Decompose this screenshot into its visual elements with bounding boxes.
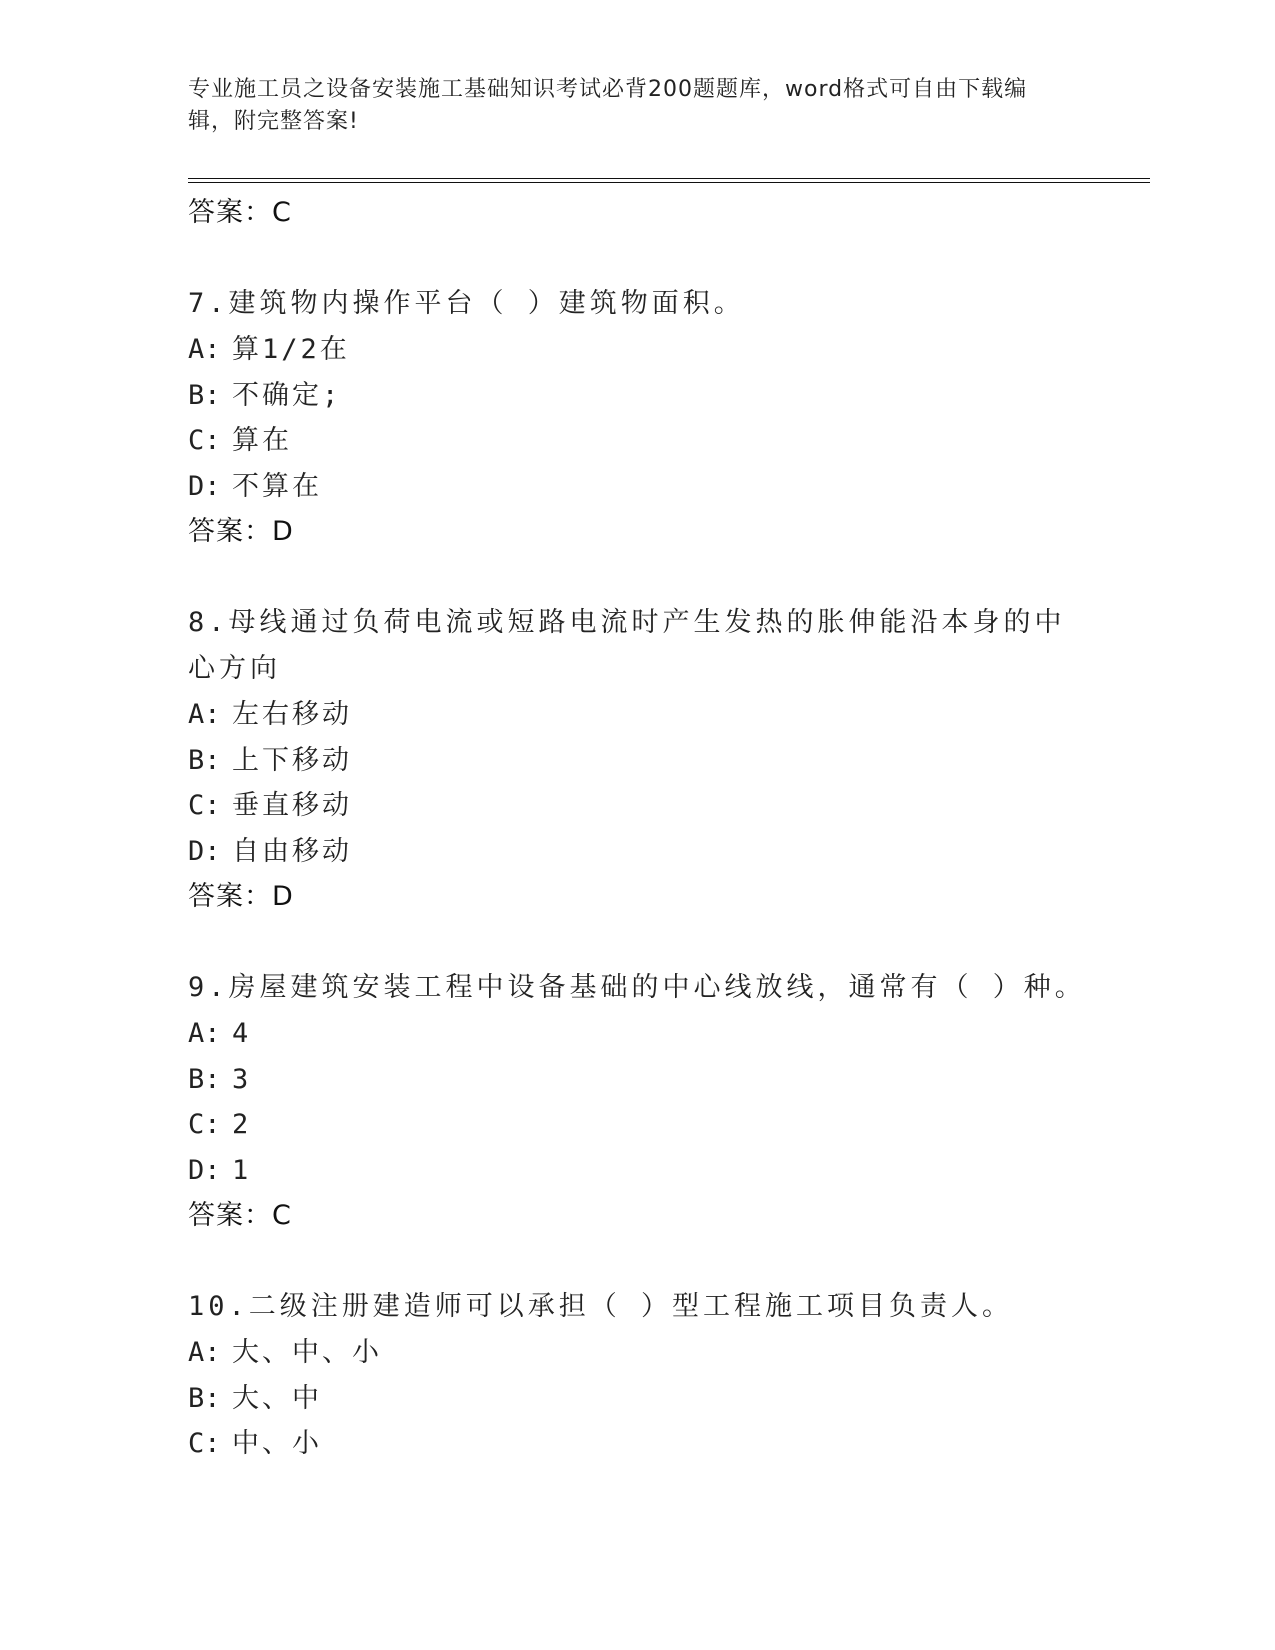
option-text: 自由移动: [232, 835, 352, 867]
option-text: 垂直移动: [232, 790, 352, 821]
question-stem: 8.母线通过负荷电流或短路电流时产生发热的胀伸能沿本身的中心方向: [188, 607, 1066, 684]
option-text: 大、中: [232, 1382, 322, 1414]
answer-option: [188, 738, 1088, 784]
block-spacer: [188, 1239, 1088, 1284]
option-text: 3: [232, 1063, 252, 1095]
header-title: 专业施工员之设备安装施工基础知识考试必背200题题库，word格式可自由下载编辑，附完整答案!: [188, 77, 1028, 134]
option-label: B:: [188, 1063, 221, 1095]
option-text: 1: [232, 1154, 252, 1186]
block-spacer: [188, 236, 1088, 281]
option-text: 4: [232, 1018, 252, 1049]
answer-option: [188, 1421, 1088, 1467]
block-spacer: [188, 555, 1088, 600]
option-label: A:: [188, 334, 221, 365]
answer-option: [188, 1011, 1088, 1057]
option-label: C:: [188, 425, 221, 456]
answer-option: [188, 692, 1088, 738]
option-text: 不算在: [232, 470, 322, 502]
option-label: B:: [188, 379, 221, 411]
question-stem: 10.二级注册建造师可以承担（ ）型工程施工项目负责人。: [188, 1291, 1014, 1322]
header-divider: [188, 178, 1150, 183]
answer-option: [188, 783, 1088, 829]
answer-option: [188, 829, 1088, 875]
option-label: C:: [188, 790, 221, 821]
answer-line: 答案：D: [188, 516, 294, 547]
option-text: 上下移动: [232, 744, 352, 776]
option-label: D:: [188, 1154, 221, 1186]
block-spacer: [188, 920, 1088, 965]
answer-option: [188, 1057, 1088, 1103]
option-label: C:: [188, 1428, 221, 1459]
document-header: [188, 74, 1068, 138]
question-stem: 7.建筑物内操作平台（ ）建筑物面积。: [188, 288, 745, 319]
answer-option: [188, 464, 1088, 510]
answer-option: [188, 418, 1088, 464]
option-text: 算1/2在: [232, 334, 350, 365]
option-label: B:: [188, 1382, 221, 1414]
option-label: C:: [188, 1109, 221, 1140]
option-label: D:: [188, 470, 221, 502]
question-list: [188, 190, 1088, 1467]
question-stem: 9.房屋建筑安装工程中设备基础的中心线放线，通常有（ ）种。: [188, 972, 1086, 1003]
answer-line: 答案：C: [188, 197, 292, 228]
option-text: 大、中、小: [232, 1337, 382, 1368]
answer-line: 答案：D: [188, 881, 294, 912]
option-text: 不确定;: [232, 379, 342, 411]
option-label: A:: [188, 699, 221, 730]
answer-line: 答案：C: [188, 1200, 292, 1231]
answer-option: [188, 373, 1088, 419]
option-label: B:: [188, 744, 221, 776]
answer-option: [188, 1102, 1088, 1148]
answer-option: [188, 1330, 1088, 1376]
option-text: 算在: [232, 425, 292, 456]
option-text: 2: [232, 1109, 252, 1140]
option-label: A:: [188, 1018, 221, 1049]
answer-option: [188, 1376, 1088, 1422]
option-label: D:: [188, 835, 221, 867]
option-label: A:: [188, 1337, 221, 1368]
option-text: 中、小: [232, 1428, 322, 1459]
option-text: 左右移动: [232, 699, 352, 730]
answer-option: [188, 327, 1088, 373]
answer-option: [188, 1148, 1088, 1194]
